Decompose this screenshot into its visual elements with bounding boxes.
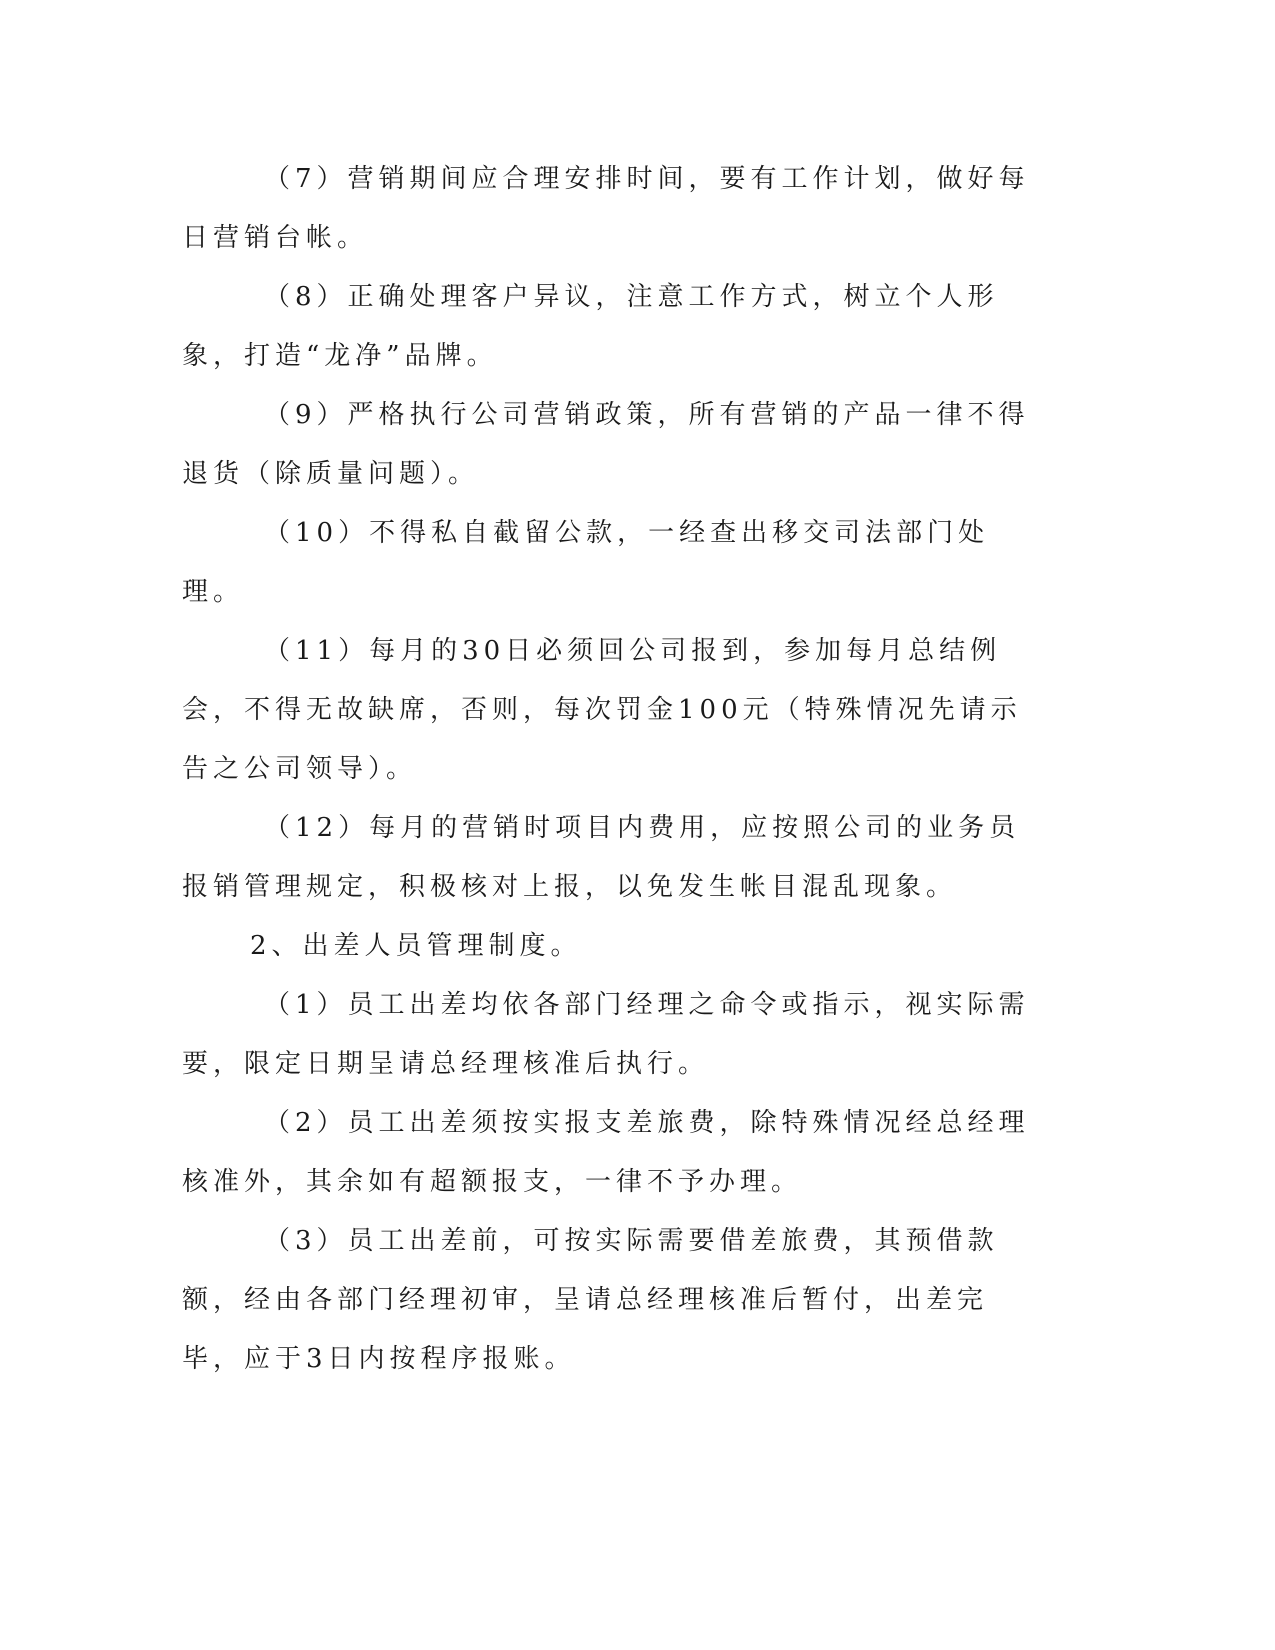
paragraph-item-12: （12）每月的营销时项目内费用，应按照公司的业务员报销管理规定，积极核对上报，以免发生帐目混乱现象。 bbox=[182, 813, 1021, 902]
paragraph-item-2: （2）员工出差须按实报支差旅费，除特殊情况经总经理核准外，其余如有超额报支，一律不予办理。 bbox=[182, 1108, 1030, 1197]
paragraph-item-8: （8）正确处理客户异议，注意工作方式，树立个人形象，打造“龙净”品牌。 bbox=[182, 282, 999, 371]
section-heading: 2、出差人员管理制度。 bbox=[250, 931, 582, 961]
document-body bbox=[182, 150, 1032, 1389]
paragraph-item-9: （9）严格执行公司营销政策，所有营销的产品一律不得退货（除质量问题）。 bbox=[182, 400, 1030, 489]
paragraph-item-10: （10）不得私自截留公款，一经查出移交司法部门处理。 bbox=[182, 518, 990, 607]
paragraph-item-7: （7）营销期间应合理安排时间，要有工作计划，做好每日营销台帐。 bbox=[182, 164, 1030, 253]
paragraph-item-11: （11）每月的30日必须回公司报到，参加每月总结例会，不得无故缺席，否则，每次罚金100元（特殊情况先请示告之公司领导）。 bbox=[182, 636, 1022, 784]
paragraph-item-1: （1）员工出差均依各部门经理之命令或指示，视实际需要，限定日期呈请总经理核准后执行。 bbox=[182, 990, 1030, 1079]
paragraph-item-3: （3）员工出差前，可按实际需要借差旅费，其预借款额，经由各部门经理初审，呈请总经理核准后暂付，出差完毕，应于3日内按程序报账。 bbox=[182, 1226, 999, 1374]
